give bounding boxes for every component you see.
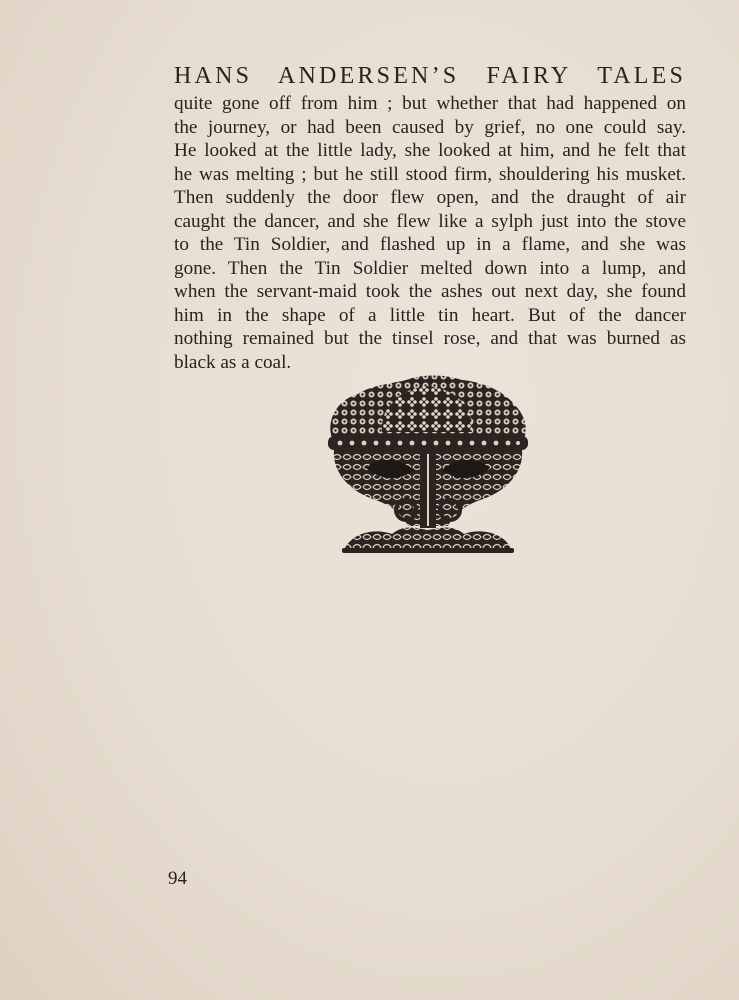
text-line: him in the shape of a little tin heart. But of the dancer — [174, 304, 686, 326]
text-line: gone. Then the Tin Soldier melted down into a lump, and — [174, 257, 686, 279]
text-line: Then suddenly the door flew open, and the draught of air — [174, 187, 686, 208]
text-line: the journey, or had been caused by grief, no one could say. — [174, 116, 686, 138]
text-line: when the servant-maid took the ashes out next day, she found — [174, 281, 686, 302]
floral-tailpiece-icon — [322, 372, 534, 556]
text-line: black as a coal. — [174, 351, 292, 373]
text-line: to the Tin Soldier, and flashed up in a flame, and she was — [174, 234, 686, 255]
text-line: He looked at the little lady, she looked at him, and he felt that — [174, 140, 686, 161]
page-number: 94 — [168, 868, 187, 889]
text-line: quite gone off from him ; but whether that had happened on — [174, 93, 686, 114]
running-head: HANS ANDERSEN’S FAIRY TALES — [174, 63, 686, 89]
body-text — [174, 92, 686, 374]
text-line: caught the dancer, and she flew like a sylph just into the stove — [174, 210, 686, 232]
text-line: nothing remained but the tinsel rose, and that was burned as — [174, 328, 686, 349]
text-line: he was melting ; but he still stood firm, shouldering his musket. — [174, 163, 686, 185]
